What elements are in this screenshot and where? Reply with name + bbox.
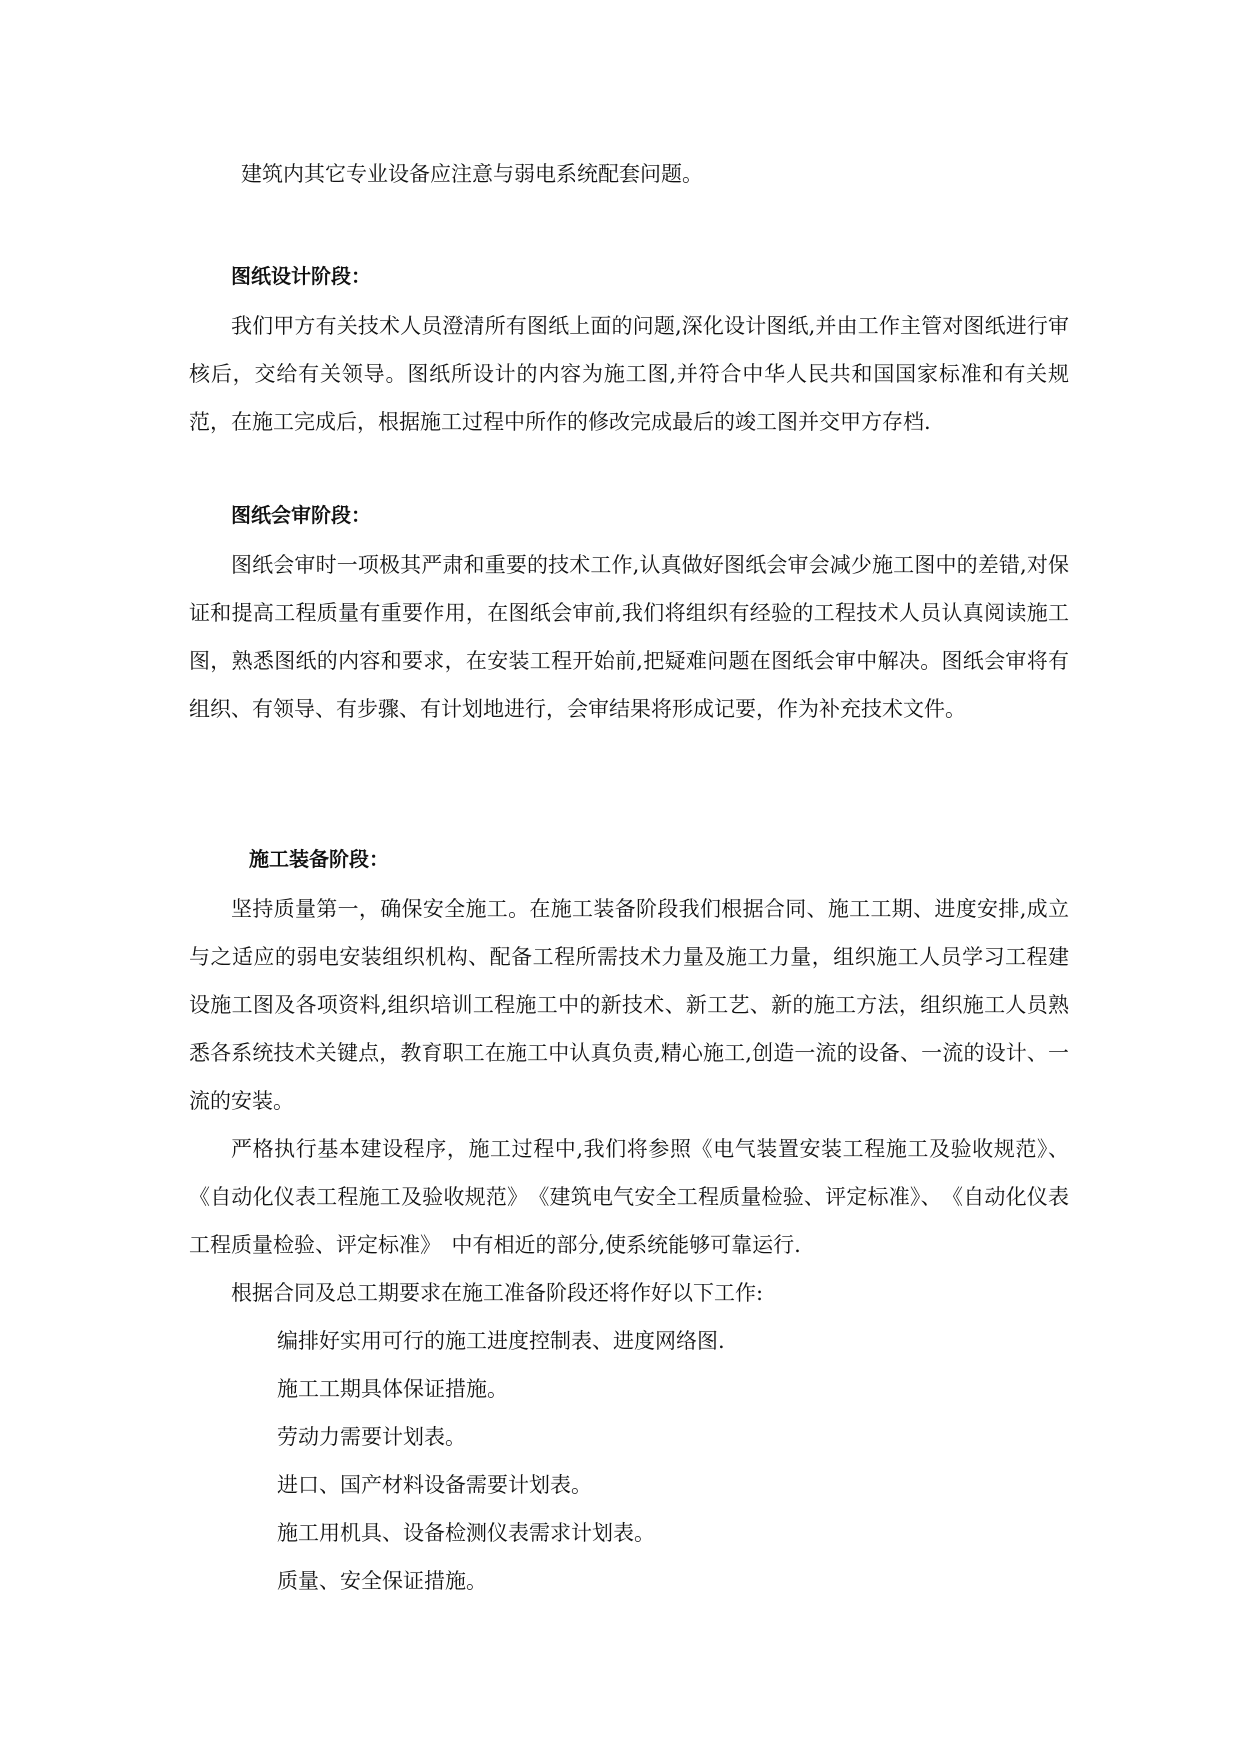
work-items-list bbox=[189, 1317, 1069, 1605]
list-item: 劳动力需要计划表。 bbox=[277, 1425, 466, 1449]
intro-paragraph: 建筑内其它专业设备应注意与弱电系统配套问题。 bbox=[241, 162, 703, 186]
section-heading: 图纸会审阶段： bbox=[231, 503, 371, 527]
list-item: 进口、国产材料设备需要计划表。 bbox=[277, 1473, 592, 1497]
body-paragraph: 图纸会审时一项极其严肃和重要的技术工作,认真做好图纸会审会减少施工图中的差错,对保证和提高工程质量有重要作用，在图纸会审前,我们将组织有经验的工程技术人员认真阅读施工图，熟悉图纸的内容和要求，在安装工程开始前,把疑难问题在图纸会审中解决。图纸会审将有组织、有领导、有步骤、有计划地进行，会审结果将形成记要，作为补充技术文件。 bbox=[189, 553, 1069, 721]
body-paragraph: 坚持质量第一，确保安全施工。在施工装备阶段我们根据合同、施工工期、进度安排,成立与之适应的弱电安装组织机构、配备工程所需技术力量及施工力量，组织施工人员学习工程建设施工图及各项资料,组织培训工程施工中的新技术、新工艺、新的施工方法，组织施工人员熟悉各系统技术关键点，教育职工在施工中认真负责,精心施工,创造一流的设备、一流的设计、一流的安装。 bbox=[189, 897, 1069, 1113]
section-construction-preparation bbox=[189, 845, 1069, 1605]
body-paragraph: 根据合同及总工期要求在施工准备阶段还将作好以下工作: bbox=[231, 1281, 764, 1305]
list-item: 质量、安全保证措施。 bbox=[277, 1569, 487, 1593]
list-item: 施工工期具体保证措施。 bbox=[277, 1377, 508, 1401]
section-drawing-design bbox=[189, 262, 1069, 446]
body-paragraph: 我们甲方有关技术人员澄清所有图纸上面的问题,深化设计图纸,并由工作主管对图纸进行审核后，交给有关领导。图纸所设计的内容为施工图,并符合中华人民共和国国家标准和有关规范，在施工完成后，根据施工过程中所作的修改完成最后的竣工图并交甲方存档. bbox=[189, 314, 1069, 434]
section-drawing-review bbox=[189, 501, 1069, 733]
list-item: 编排好实用可行的施工进度控制表、进度网络图. bbox=[277, 1329, 725, 1353]
body-paragraph: 严格执行基本建设程序，施工过程中,我们将参照《电气装置安装工程施工及验收规范》、《自动化仪表工程施工及验收规范》 《建筑电气安全工程质量检验、评定标准》、 《自动化仪表工程质量检验、评定标准》 中有相近的部分,使系统能够可靠运行. bbox=[189, 1137, 1069, 1257]
section-heading: 图纸设计阶段： bbox=[231, 264, 371, 288]
list-item: 施工用机具、设备检测仪表需求计划表。 bbox=[277, 1521, 655, 1545]
section-heading: 施工装备阶段： bbox=[249, 847, 389, 871]
